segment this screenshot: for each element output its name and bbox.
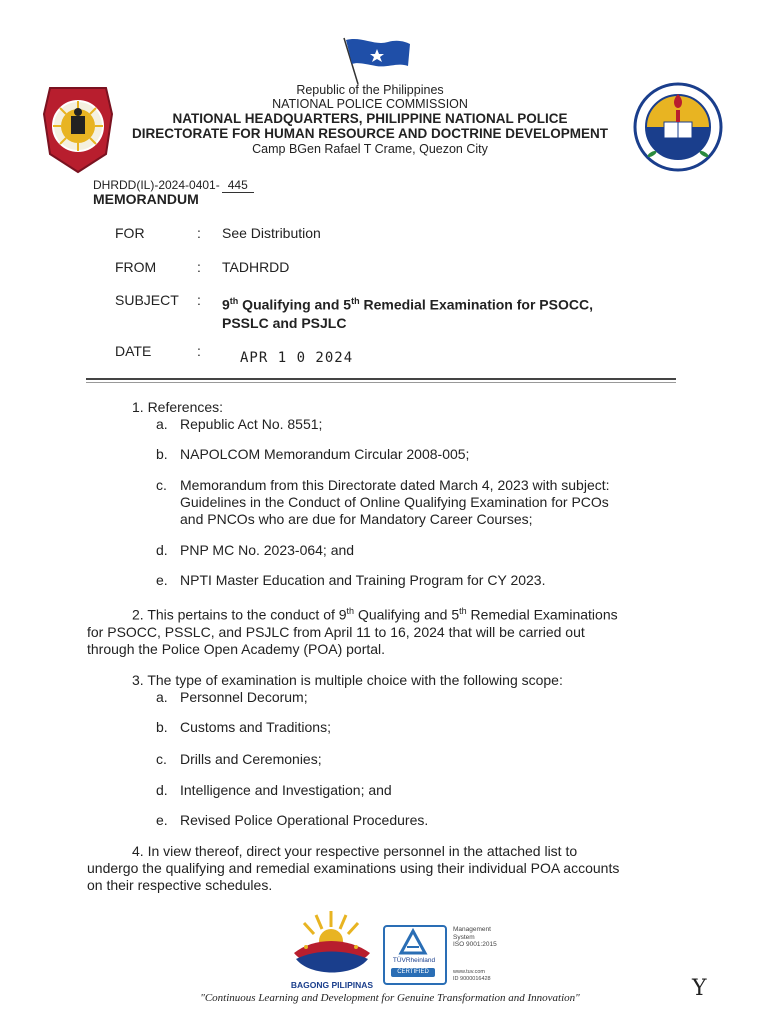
from-colon: : (197, 259, 201, 275)
p3-item-a: Personnel Decorum; (180, 689, 308, 705)
page-mark: Y (692, 976, 707, 1001)
p4-paragraph (87, 843, 677, 894)
p1-item-c (180, 477, 678, 528)
bagong-pilipinas-logo-icon (286, 907, 376, 985)
p2-paragraph (87, 603, 677, 658)
date-stamp: APR 1 0 2024 (240, 350, 354, 366)
memo-reference-number: 445 (222, 178, 254, 193)
p2-line-2: for PSOCC, PSSLC, and PSJLC from April 11 to 16, 2024 that will be carried out (87, 623, 585, 640)
p4-line-1: 4. In view thereof, direct your respective personnel in the attached list to (132, 843, 578, 859)
p1-item-a: Republic Act No. 8551; (180, 416, 323, 432)
p3-item-b-marker: b. (156, 719, 168, 735)
p3-intro: 3. The type of examination is multiple choice with the following scope: (132, 672, 563, 688)
p3-item-d: Intelligence and Investigation; and (180, 782, 392, 798)
p1-item-c-marker: c. (156, 477, 167, 493)
p1-item-c-line-1: Memorandum from this Directorate dated March 4, 2023 with subject: (180, 477, 610, 493)
p3-item-a-marker: a. (156, 689, 168, 705)
for-colon: : (197, 225, 201, 241)
dhrdd-seal-icon (630, 82, 726, 172)
footer-motto: "Continuous Learning and Development for Genuine Transformation and Innovation" (200, 992, 580, 1004)
tuv-website: www.tuv.com ID 9000016428 (453, 969, 491, 982)
p1-item-e: NPTI Master Education and Training Program for CY 2023. (180, 572, 546, 588)
p4-line-3: on their respective schedules. (87, 877, 273, 893)
tuv-name: TÜVRheinland (392, 957, 436, 964)
p1-item-d: PNP MC No. 2023-064; and (180, 542, 355, 558)
header-napolcom: NATIONAL POLICE COMMISSION (272, 97, 468, 111)
subject-colon: : (197, 292, 201, 308)
header-divider-thin (86, 382, 676, 383)
p1-item-d-marker: d. (156, 542, 168, 558)
header-republic: Republic of the Philippines (296, 83, 444, 97)
p1-item-c-line-2: Guidelines in the Conduct of Online Qualifying Examination for PCOs (180, 494, 609, 510)
from-value: TADHRDD (222, 259, 290, 275)
from-label: FROM (115, 259, 157, 275)
p1-intro: 1. References: (132, 399, 224, 415)
date-label: DATE (115, 343, 152, 359)
p3-item-e: Revised Police Operational Procedures. (180, 812, 429, 828)
management-system-label: Management System ISO 9001:2015 (453, 926, 497, 948)
memo-title: MEMORANDUM (93, 191, 199, 207)
memo-reference-prefix: DHRDD(IL)-2024-0401- (93, 178, 220, 192)
tuv-triangle-icon (385, 927, 441, 957)
p1-item-e-marker: e. (156, 572, 168, 588)
subject-line-2: PSSLC and PSJLC (222, 314, 347, 331)
p4-line-2: undergo the qualifying and remedial examinations using their individual POA accounts (87, 860, 620, 876)
p3-item-c-marker: c. (156, 751, 167, 767)
bagong-pilipinas-label: BAGONG PILIPINAS (290, 980, 374, 990)
p2-line-3: through the Police Open Academy (POA) portal. (87, 640, 386, 657)
date-colon: : (197, 343, 201, 359)
p3-item-d-marker: d. (156, 782, 168, 798)
p1-item-a-marker: a. (156, 416, 168, 432)
header-divider (86, 378, 676, 380)
p3-item-b: Customs and Traditions; (180, 719, 331, 735)
tuv-certified-tag: CERTIFIED (391, 968, 435, 977)
header-directorate: DIRECTORATE FOR HUMAN RESOURCE AND DOCTRINE DEVELOPMENT (131, 126, 608, 141)
p3-item-e-marker: e. (156, 812, 168, 828)
p3-item-c: Drills and Ceremonies; (180, 751, 322, 767)
p1-item-b: NAPOLCOM Memorandum Circular 2008-005; (180, 446, 470, 462)
subject-line-1: 9th Qualifying and 5th Remedial Examination for PSOCC, (222, 296, 593, 313)
subject-value (222, 292, 682, 332)
for-label: FOR (115, 225, 145, 241)
header-national-hq: NATIONAL HEADQUARTERS, PHILIPPINE NATIONAL POLICE (172, 111, 568, 126)
header-address: Camp BGen Rafael T Crame, Quezon City (252, 142, 488, 156)
p1-item-c-line-3: and PNCOs who are due for Mandatory Career Courses; (180, 511, 533, 527)
p1-item-b-marker: b. (156, 446, 168, 462)
p2-line-1: 2. This pertains to the conduct of 9th Qualifying and 5th Remedial Examinations (132, 606, 618, 623)
philippine-flag-icon (340, 34, 412, 86)
subject-label: SUBJECT (115, 292, 179, 308)
for-value: See Distribution (222, 225, 321, 241)
